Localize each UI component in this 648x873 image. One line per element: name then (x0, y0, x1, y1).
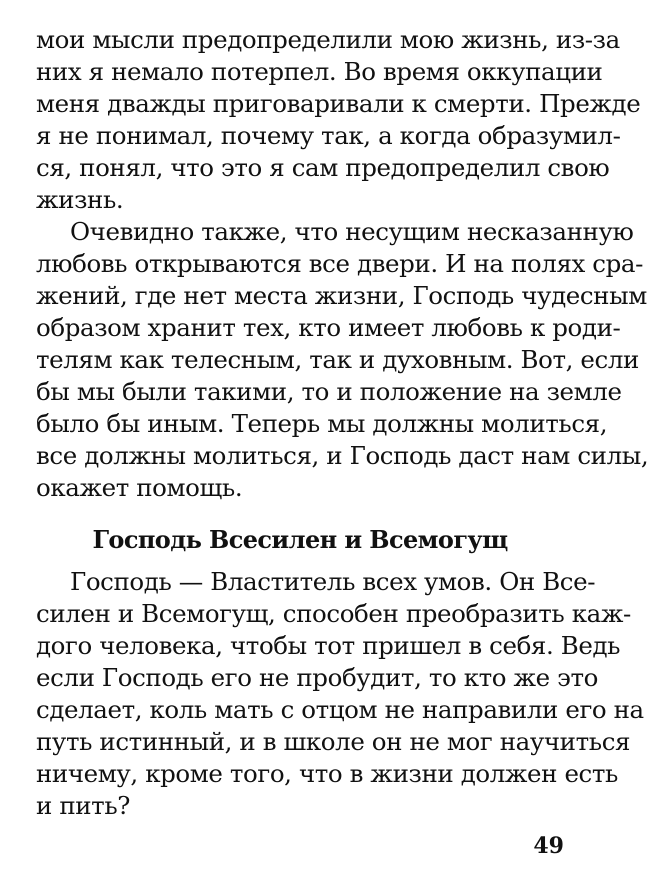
text-line: телям как телесным, так и духовным. Вот, если (36, 345, 639, 374)
text-line: ся, понял, что это я сам предопределил свою (36, 153, 610, 182)
text-line: жений, где нет места жизни, Господь чудесным (36, 281, 647, 310)
text-line: все должны молиться, и Господь даст нам силы, (36, 441, 648, 470)
text-line: окажет помощь. (36, 473, 243, 502)
section-heading: Господь Всесилен и Всемогущ (92, 525, 508, 554)
text-line: них я немало потерпел. Во время оккупации (36, 57, 603, 86)
text-line: жизнь. (36, 185, 124, 214)
text-line: бы мы были такими, то и положение на земле (36, 377, 622, 406)
text-line: любовь открываются все двери. И на полях сра- (36, 249, 644, 278)
text-line: образом хранит тех, кто имеет любовь к роди- (36, 313, 621, 342)
text-line: Господь — Властитель всех умов. Он Все- (70, 567, 596, 596)
text-line: если Господь его не пробудит, то кто же это (36, 663, 598, 692)
text-line: мои мысли предопределили мою жизнь, из-за (36, 25, 620, 54)
text-line: сделает, коль мать с отцом не направили его на (36, 695, 644, 724)
text-line: было бы иным. Теперь мы должны молиться, (36, 409, 608, 438)
page-number: 49 (533, 833, 564, 859)
text-line: дого человека, чтобы тот пришел в себя. Ведь (36, 631, 621, 660)
text-line: Очевидно также, что несущим несказанную (70, 217, 634, 246)
text-line: путь истинный, и в школе он не мог научиться (36, 727, 631, 756)
text-line: ничему, кроме того, что в жизни должен есть (36, 759, 618, 788)
book-page (36, 24, 648, 864)
text-line: я не понимал, почему так, а когда образумил- (36, 121, 621, 150)
text-line: меня дважды приговаривали к смерти. Прежде (36, 89, 641, 118)
text-line: силен и Всемогущ, способен преобразить каж- (36, 599, 631, 628)
text-line: и пить? (36, 791, 131, 820)
